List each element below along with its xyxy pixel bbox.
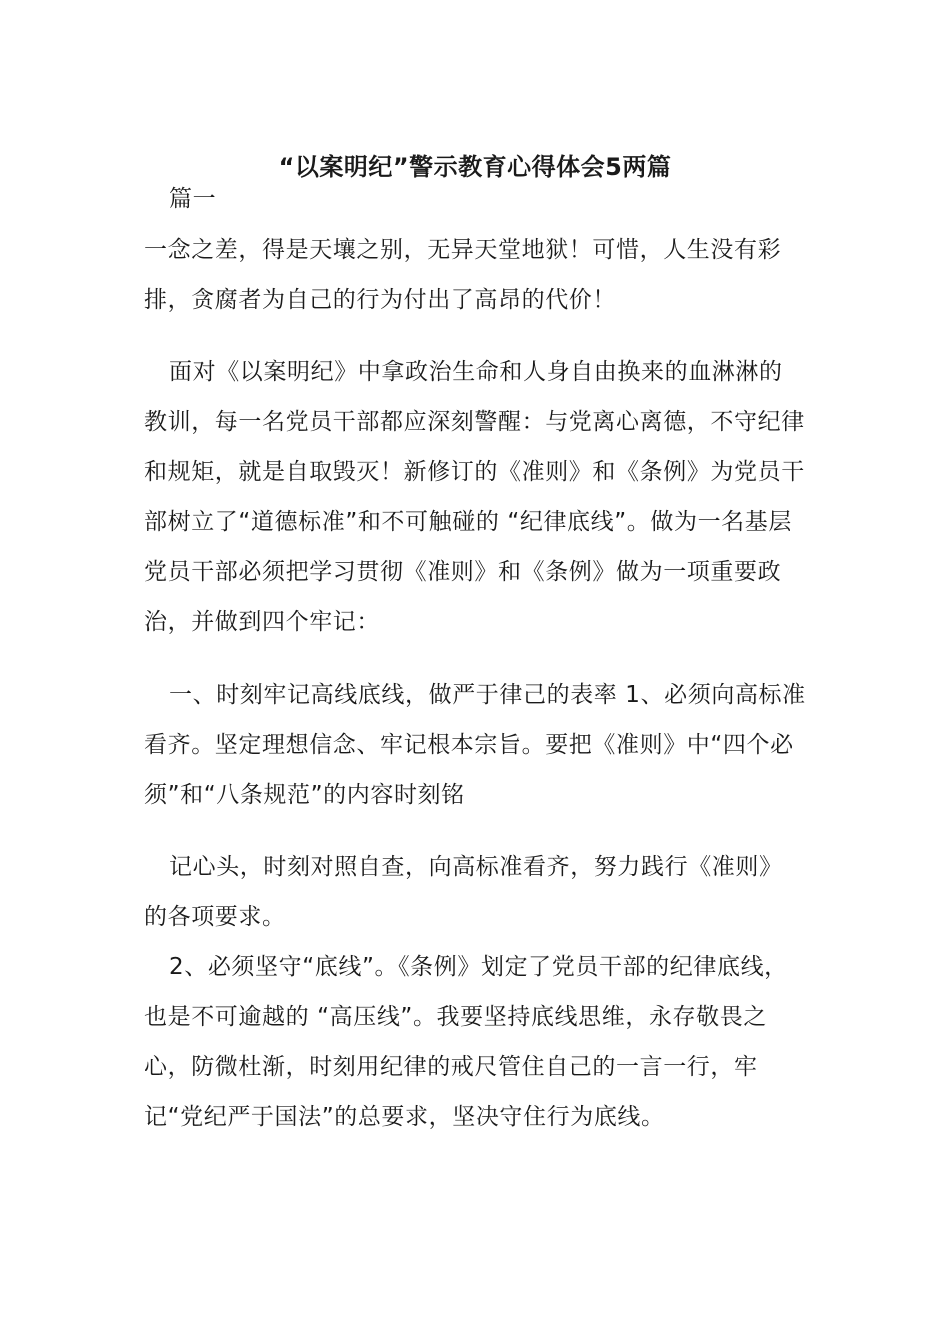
section-heading: 篇一: [169, 186, 217, 212]
body-paragraph: 面对《以案明纪》中拿政治生命和人身自由换来的血淋淋的教训，每一名党员干部都应深刻警醒：与党离心离德，不守纪律和规矩，就是自取毁灭！新修订的《准则》和《条例》为党员干部树立了“道德标准”和不可触碰的 “纪律底线”。做为一名基层党员干部必须把学习贯彻《准则》和《条例》做为一项重要政治，并做到四个牢记：: [144, 359, 805, 635]
body-paragraph: 一念之差，得是天壤之别，无异天堂地狱！可惜，人生没有彩排，贪腐者为自己的行为付出了高昂的代价！: [144, 237, 782, 313]
body-paragraph: 记心头，时刻对照自查，向高标准看齐，努力践行《准则》的各项要求。: [144, 854, 783, 930]
body-paragraph: 一、时刻牢记高线底线，做严于律己的表率 1、必须向高标准看齐。坚定理想信念、牢记根本宗旨。要把《准则》中“四个必须”和“八条规范”的内容时刻铭: [144, 682, 806, 808]
document-title: “以案明纪”警示教育心得体会5两篇: [278, 153, 672, 182]
body-paragraph: 2、必须坚守“底线”。《条例》划定了党员干部的纪律底线，也是不可逾越的 “高压线”。我要坚持底线思维，永存敬畏之心，防微杜渐，时刻用纪律的戒尺管住自己的一言一行，牢记“党纪严于国法”的总要求，坚决守住行为底线。: [144, 954, 788, 1130]
